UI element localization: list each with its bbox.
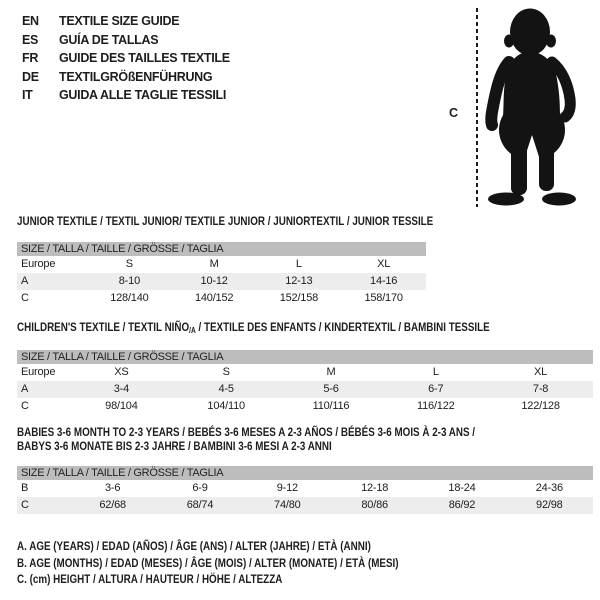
row-label: C (21, 291, 29, 304)
table-cell: S (222, 365, 230, 378)
language-title: GUIDE DES TAILLES TEXTILE (59, 51, 230, 65)
table-cell: 3-6 (105, 481, 121, 494)
table-cell: 9-12 (276, 481, 298, 494)
junior-textile-section (17, 215, 525, 307)
language-row (22, 68, 230, 87)
children-textile-section (17, 321, 593, 415)
size-header: SIZE / TALLA / TAILLE / GRÖSSE / TAGLIA (17, 242, 426, 256)
table-title (17, 215, 525, 229)
table-cell: 104/110 (207, 399, 245, 412)
table-cell: M (209, 257, 219, 270)
row-label: Europe (21, 365, 56, 378)
table-cell: 8-10 (118, 274, 140, 287)
language-code: ES (22, 32, 39, 47)
table-cell: 5-6 (323, 382, 339, 395)
row-label: B (21, 481, 29, 494)
table-cell: S (125, 257, 133, 270)
table-title-line (17, 215, 433, 229)
table-cell: 140/152 (194, 291, 234, 304)
table-cell: 152/158 (279, 291, 319, 304)
table-cell: 92/98 (536, 498, 563, 511)
note-line: A. AGE (YEARS) / EDAD (AÑOS) / ÂGE (ANS) / ALTER (JAHRE) / ETÀ (ANNI) (17, 539, 371, 553)
language-title: GUÍA DE TALLAS (59, 32, 159, 47)
children-size-table (17, 350, 593, 415)
title-text: CHILDREN'S TEXTILE / TEXTIL NIÑO (17, 320, 190, 334)
table-title (17, 321, 593, 338)
title-text: BABIES 3-6 MONTH TO 2-3 YEARS / BEBÉS 3-6 MESES A 2-3 AÑOS / BÉBÉS 3-6 MOIS À 2-3 ANS / (17, 425, 476, 439)
size-table-body (17, 256, 426, 307)
row-label: C (21, 498, 29, 511)
height-measure-label: C (449, 106, 459, 120)
table-cell: 122/128 (521, 399, 560, 412)
language-title: TEXTILE SIZE GUIDE (59, 14, 180, 28)
language-row (22, 31, 230, 50)
table-cell: 68/74 (186, 498, 214, 511)
table-title (17, 426, 593, 453)
table-cell: L (295, 257, 302, 270)
table-cell: 86/92 (448, 498, 476, 511)
table-cell: 128/140 (110, 291, 149, 304)
table-row (17, 290, 426, 307)
table-cell: 158/170 (364, 291, 403, 304)
table-row (17, 273, 426, 290)
table-row (17, 480, 593, 497)
junior-size-table (17, 242, 426, 307)
table-row (17, 398, 593, 415)
table-cell: 74/80 (274, 498, 301, 511)
language-title: GUIDA ALLE TAGLIE TESSILI (59, 88, 227, 102)
table-cell: 6-9 (192, 481, 208, 494)
row-label: Europe (21, 257, 56, 270)
size-table-body (17, 480, 593, 514)
size-header: SIZE / TALLA / TAILLE / GRÖSSE / TAGLIA (17, 466, 593, 480)
table-cell: 12-13 (285, 274, 313, 287)
table-cell: M (326, 365, 336, 378)
table-cell: 7-8 (532, 382, 549, 395)
note-line: C. (cm) HEIGHT / ALTURA / HAUTEUR / HÖHE / ALTEZZA (17, 572, 283, 586)
table-cell: 10-12 (200, 274, 228, 287)
language-title: TEXTILGRÖßENFÜHRUNG (59, 69, 213, 84)
table-cell: XL (377, 257, 391, 270)
language-code: IT (22, 88, 33, 102)
table-cell: 62/68 (99, 498, 126, 511)
notes-list (17, 538, 482, 588)
babies-textile-section (17, 426, 593, 514)
size-header: SIZE / TALLA / TAILLE / GRÖSSE / TAGLIA (17, 350, 593, 364)
table-cell: L (432, 365, 439, 378)
note-line: B. AGE (MONTHS) / EDAD (MESES) / ÂGE (MOIS) / ALTER (MONATE) / ETÀ (MESI) (17, 555, 399, 570)
table-cell: 98/104 (105, 399, 138, 412)
table-cell: 4-5 (218, 382, 234, 395)
table-row (17, 381, 593, 398)
babies-size-table (17, 466, 593, 514)
baby-silhouette-icon (483, 5, 597, 216)
language-code: FR (22, 51, 39, 65)
table-cell: 116/122 (417, 399, 455, 412)
height-measure-line (476, 8, 478, 207)
table-row (17, 364, 593, 381)
table-cell: 24-36 (535, 481, 563, 494)
row-label: A (21, 382, 29, 395)
table-cell: 18-24 (448, 481, 476, 494)
language-code: EN (22, 14, 39, 28)
table-row (17, 256, 426, 273)
row-label: C (21, 399, 29, 412)
language-code: DE (22, 69, 39, 84)
title-text: JUNIOR TEXTILE / TEXTIL JUNIOR/ TEXTILE JUNIOR / JUNIORTEXTIL / JUNIOR TESSILE (17, 214, 434, 228)
table-cell: 3-4 (113, 382, 130, 395)
table-cell: XL (534, 365, 548, 378)
language-row (22, 49, 230, 68)
table-title-line (17, 440, 489, 454)
language-list (22, 12, 230, 105)
table-cell: 12-18 (361, 481, 389, 494)
language-row (22, 12, 230, 31)
table-cell: XS (114, 365, 129, 378)
table-cell: 14-16 (370, 274, 398, 287)
table-cell: 6-7 (428, 382, 444, 395)
title-text: / TEXTILE DES ENFANTS / KINDERTEXTIL / BAMBINI TESSILE (195, 320, 490, 334)
title-text: BABYS 3-6 MONATE BIS 2-3 JAHRE / BAMBINI 3-6 MESI A 2-3 ANNI (17, 438, 332, 453)
row-label: A (21, 274, 29, 287)
table-cell: 80/86 (361, 498, 388, 511)
language-row (22, 86, 230, 105)
size-table-body (17, 364, 593, 415)
table-title-line (17, 426, 489, 440)
table-title-line (17, 321, 490, 338)
table-cell: 110/116 (312, 399, 350, 412)
title-subscript: /A (189, 326, 196, 335)
table-row (17, 497, 593, 514)
